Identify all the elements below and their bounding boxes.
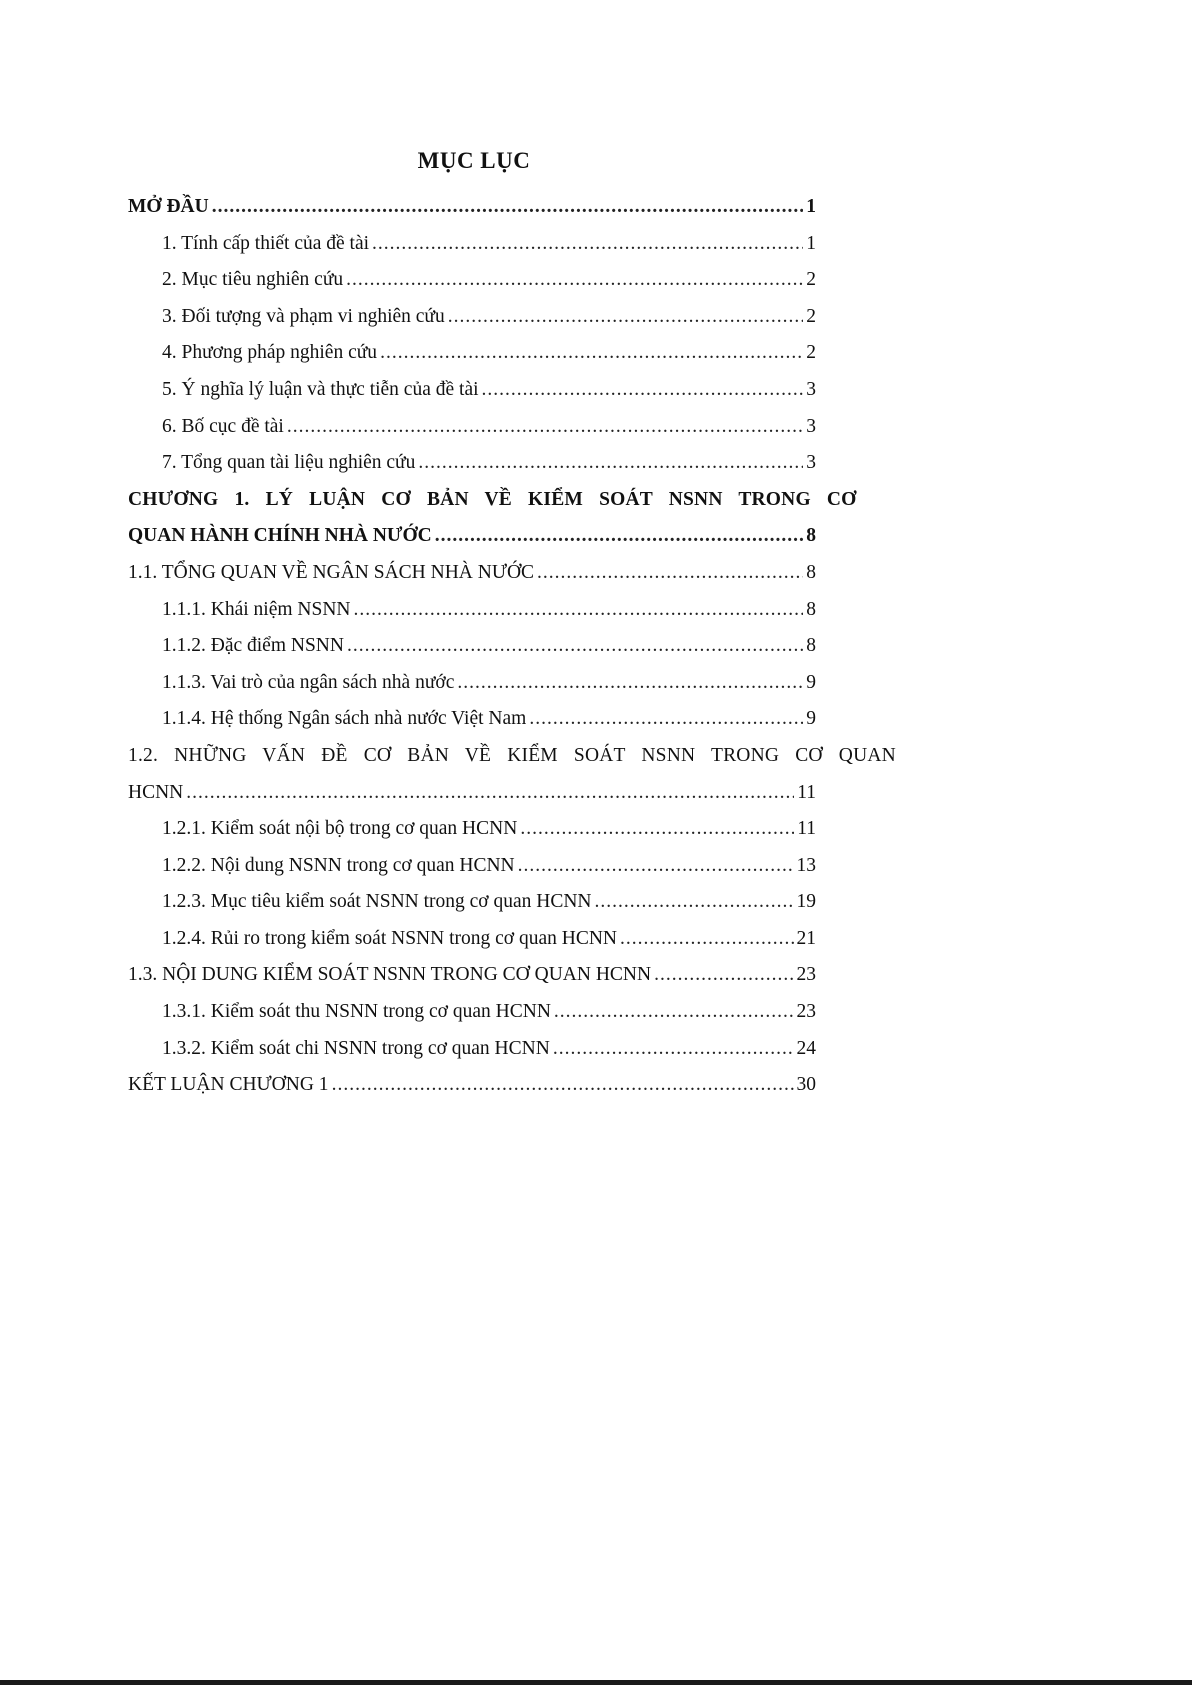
toc-entry-chapter-1-conclusion[interactable] [128,1074,816,1111]
toc-entry-page: 30 [796,1074,816,1096]
toc-entry-text: MỞ ĐẦU [128,196,209,217]
dot-leader [448,306,804,328]
toc-entry[interactable] [128,599,816,636]
toc-entry[interactable] [128,1001,816,1038]
dot-leader [346,269,803,291]
toc-entry-text: 1. Tính cấp thiết của đề tài [162,232,370,254]
toc-entry-chapter-1-line-1[interactable] [128,488,857,526]
dot-leader [595,891,794,913]
dot-leader [287,416,803,438]
toc-entry-page: 8 [806,635,816,657]
toc-entry-page: 1 [806,232,816,254]
dot-leader [482,379,804,401]
toc-entry-page: 3 [806,415,816,437]
dot-leader [186,782,794,804]
toc-entry-page: 21 [796,927,816,949]
dot-leader [457,672,803,694]
toc-title: MỤC LỤC [417,148,531,173]
dot-leader [380,342,803,364]
toc-entry-section-1-2-line-1[interactable] [128,744,896,782]
dot-leader [520,818,794,840]
dot-leader [347,635,803,657]
toc-entry[interactable] [128,855,816,892]
toc-entry[interactable] [128,342,816,379]
toc-entry-mo-dau[interactable] [128,196,816,233]
toc-entry-text: 1.2.4. Rủi ro trong kiểm soát NSNN trong cơ quan HCNN [162,927,617,949]
toc-entry-text: 1.1.2. Đặc điểm NSNN [162,635,344,657]
dot-leader [372,233,803,255]
toc-entry[interactable] [128,306,816,343]
toc-entry-page: 2 [806,342,816,364]
toc-entry-text: 1.1.1. Khái niệm NSNN [162,598,351,620]
toc-entry-page: 8 [806,561,816,583]
toc-entry[interactable] [128,269,816,306]
toc-entry[interactable] [128,635,816,672]
toc-entry-text: HCNN [128,781,184,803]
toc-entry-section-1-2-line-2[interactable] [128,782,816,819]
dot-leader [332,1074,794,1096]
dot-leader [418,452,803,474]
toc-entry-text: KẾT LUẬN CHƯƠNG 1 [128,1074,329,1096]
toc-entry-text: 2. Mục tiêu nghiên cứu [162,269,344,291]
toc-entry-page: 9 [806,671,816,693]
dot-leader [554,1001,794,1023]
toc-entry-page: 1 [806,196,816,217]
toc-entry[interactable] [128,379,816,416]
dot-leader [518,855,794,877]
toc-entry[interactable] [128,891,816,928]
toc-entry-page: 2 [806,305,816,327]
toc-entry-page: 24 [796,1037,816,1059]
toc-entry[interactable] [128,1038,816,1075]
toc-entry-text: 1.2.1. Kiểm soát nội bộ trong cơ quan HCNN [162,818,518,840]
bottom-edge-rule [0,1680,1192,1685]
toc-entry-text: 1.1.3. Vai trò của ngân sách nhà nước [162,671,455,693]
toc-entry-page: 23 [796,964,816,986]
toc-entry[interactable] [128,233,816,270]
dot-leader [529,708,803,730]
toc-entry-page: 19 [796,891,816,913]
toc-entry-text: 5. Ý nghĩa lý luận và thực tiễn của đề tài [162,378,479,400]
dot-leader [537,562,803,584]
toc-entry-text: 1.3. NỘI DUNG KIỂM SOÁT NSNN TRONG CƠ QUAN HCNN [128,964,652,986]
dot-leader [212,196,804,218]
toc-entry[interactable] [128,818,816,855]
toc-entry-text: QUAN HÀNH CHÍNH NHÀ NƯỚC [128,525,432,547]
dot-leader [354,599,804,621]
toc-entry-text: CHƯƠNG 1. LÝ LUẬN CƠ BẢN VỀ KIỂM SOÁT NSNN TRONG CƠ [128,488,857,510]
toc-entry-text: 1.3.1. Kiểm soát thu NSNN trong cơ quan HCNN [162,1001,551,1023]
toc-entry-page: 11 [797,818,816,840]
toc-entry-text: 1.1. TỔNG QUAN VỀ NGÂN SÁCH NHÀ NƯỚC [128,561,535,583]
toc-entry-text: 1.2. NHỮNG VẤN ĐỀ CƠ BẢN VỀ KIỂM SOÁT NSNN TRONG CƠ QUAN [128,744,896,766]
toc-entry[interactable] [128,672,816,709]
toc-entry[interactable] [128,708,816,745]
dot-leader [654,964,793,986]
toc-entry-text: 1.2.3. Mục tiêu kiểm soát NSNN trong cơ quan HCNN [162,891,592,913]
dot-leader [553,1038,794,1060]
toc-entry-page: 8 [806,525,816,547]
toc-entry-text: 6. Bố cục đề tài [162,415,284,437]
toc-entry-page: 8 [806,598,816,620]
toc-entry-page: 2 [806,269,816,291]
table-of-contents [128,196,896,1111]
toc-entry-chapter-1-line-2[interactable] [128,525,816,562]
dot-leader [620,928,794,950]
toc-entry-text: 1.3.2. Kiểm soát chi NSNN trong cơ quan HCNN [162,1037,550,1059]
toc-entry-page: 3 [806,452,816,474]
toc-entry-page: 13 [796,854,816,876]
toc-entry[interactable] [128,416,816,453]
toc-entry-section-1-3[interactable] [128,964,816,1001]
toc-entry-text: 3. Đối tượng và phạm vi nghiên cứu [162,305,445,327]
toc-entry-page: 9 [806,708,816,730]
toc-entry-text: 1.2.2. Nội dung NSNN trong cơ quan HCNN [162,854,515,876]
toc-entry-page: 11 [797,781,816,803]
toc-entry-text: 7. Tổng quan tài liệu nghiên cứu [162,452,416,474]
dot-leader [435,525,804,547]
toc-entry-text: 4. Phương pháp nghiên cứu [162,342,378,364]
toc-entry[interactable] [128,928,816,965]
toc-entry-section-1-1[interactable] [128,562,816,599]
toc-entry-page: 3 [806,378,816,400]
toc-entry-text: 1.1.4. Hệ thống Ngân sách nhà nước Việt Nam [162,708,527,730]
toc-entry-page: 23 [796,1001,816,1023]
toc-entry[interactable] [128,452,816,489]
